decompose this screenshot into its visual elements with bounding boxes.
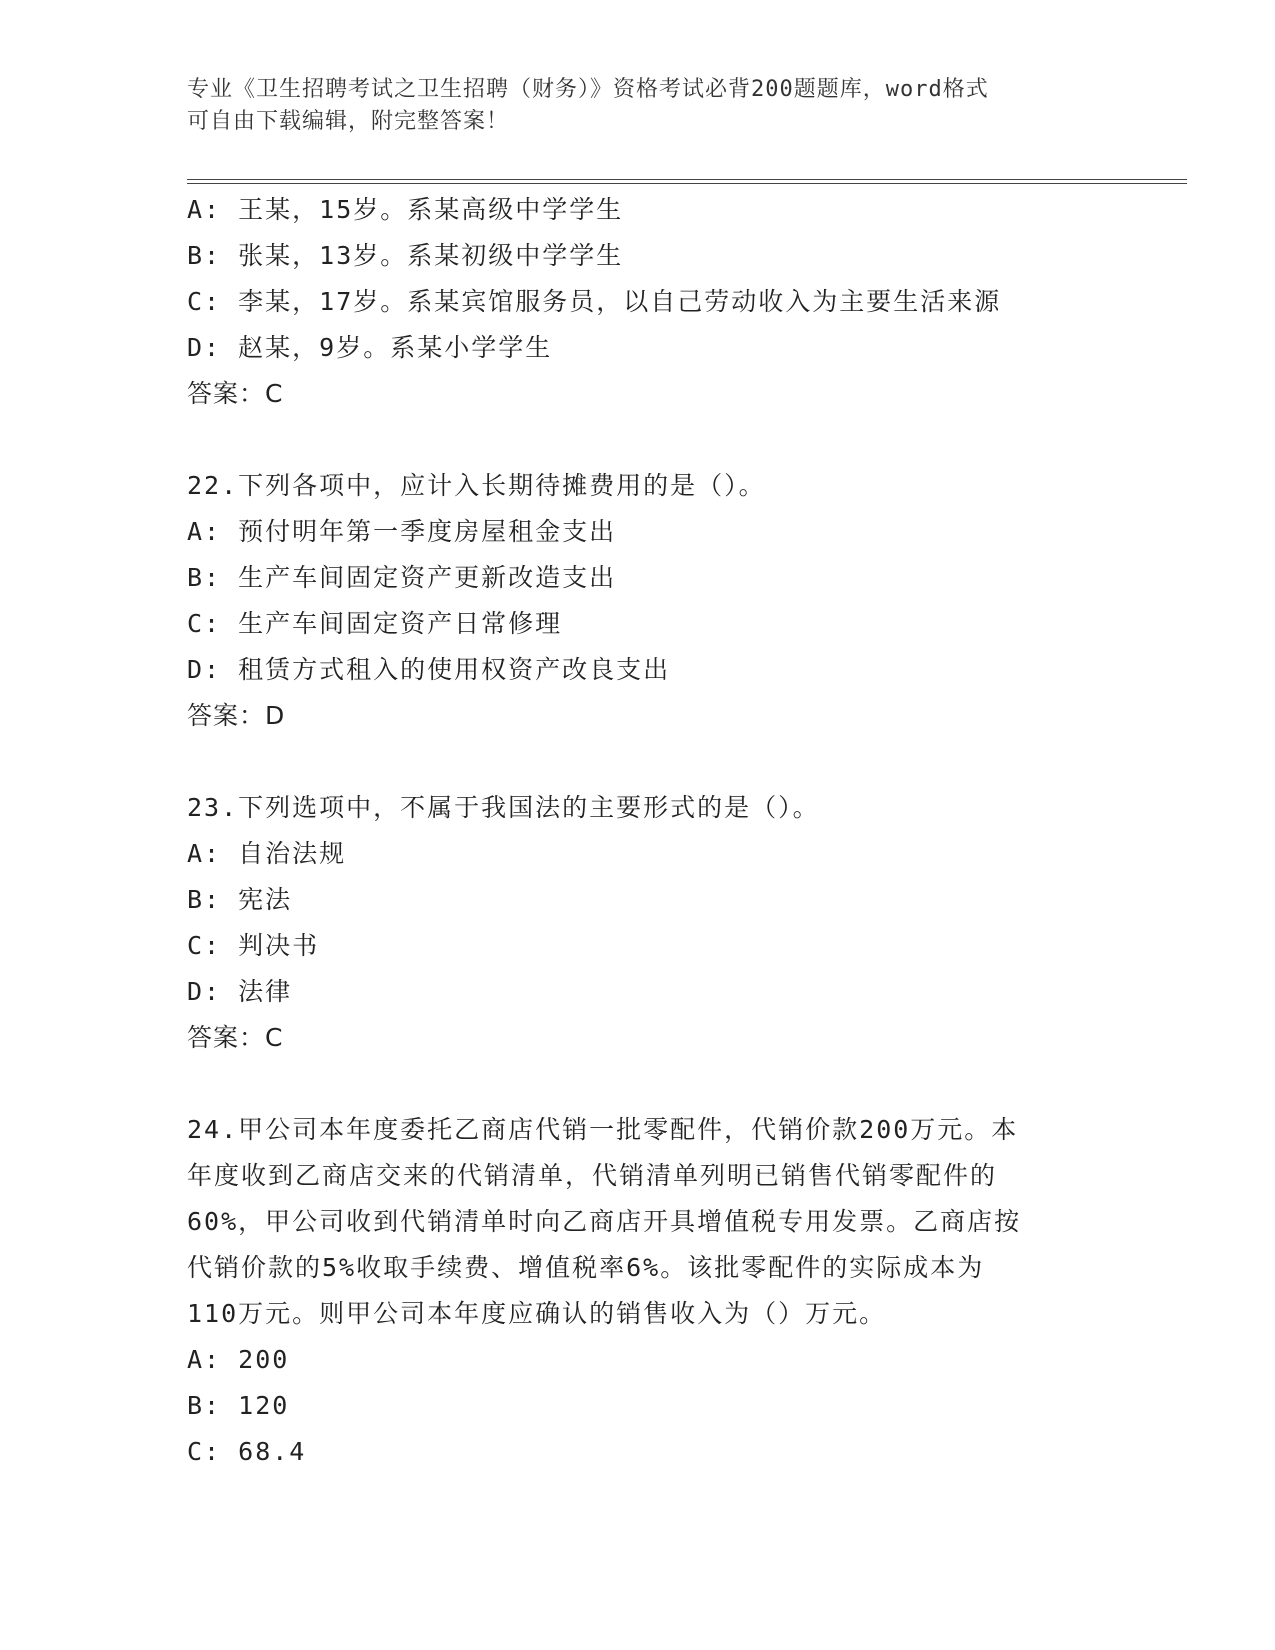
header-divider-top bbox=[187, 179, 1187, 180]
question-23 bbox=[187, 785, 1087, 1061]
q22-option-c: C: 生产车间固定资产日常修理 bbox=[187, 609, 563, 638]
header-title-line-2: 可自由下载编辑，附完整答案！ bbox=[187, 109, 510, 134]
q22-option-d: D: 租赁方式租入的使用权资产改良支出 bbox=[187, 655, 671, 684]
q22-option-a: A: 预付明年第一季度房屋租金支出 bbox=[187, 517, 617, 546]
q24-option-a: A: 200 bbox=[187, 1345, 290, 1374]
q23-question-text: 23.下列选项中，不属于我国法的主要形式的是（）。 bbox=[187, 793, 820, 822]
question-24 bbox=[187, 1107, 1087, 1475]
q24-question-line-2: 年度收到乙商店交来的代销清单，代销清单列明已销售代销零配件的 bbox=[187, 1161, 998, 1190]
q23-option-d: D: 法律 bbox=[187, 977, 293, 1006]
q22-answer: 答案：D bbox=[187, 701, 286, 730]
question-21 bbox=[187, 187, 1087, 417]
q21-answer: 答案：C bbox=[187, 379, 284, 408]
q23-option-c: C: 判决书 bbox=[187, 931, 320, 960]
q24-question-line-5: 110万元。则甲公司本年度应确认的销售收入为（）万元。 bbox=[187, 1299, 887, 1328]
question-22 bbox=[187, 463, 1087, 739]
q21-option-c: C: 李某，17岁。系某宾馆服务员，以自己劳动收入为主要生活来源 bbox=[187, 287, 1002, 316]
q22-question-text: 22.下列各项中，应计入长期待摊费用的是（）。 bbox=[187, 471, 766, 500]
question-content bbox=[187, 187, 1087, 1475]
q23-option-b: B: 宪法 bbox=[187, 885, 293, 914]
q22-option-b: B: 生产车间固定资产更新改造支出 bbox=[187, 563, 617, 592]
q24-question-line-3: 60%，甲公司收到代销清单时向乙商店开具增值税专用发票。乙商店按 bbox=[187, 1207, 1022, 1236]
q24-question-line-4: 代销价款的5%收取手续费、增值税率6%。该批零配件的实际成本为 bbox=[187, 1253, 985, 1282]
q21-option-d: D: 赵某，9岁。系某小学学生 bbox=[187, 333, 553, 362]
q24-option-b: B: 120 bbox=[187, 1391, 290, 1420]
document-header bbox=[187, 74, 1087, 138]
q24-option-c: C: 68.4 bbox=[187, 1437, 307, 1466]
header-divider-bottom bbox=[187, 183, 1187, 184]
q23-answer: 答案：C bbox=[187, 1023, 284, 1052]
q21-option-b: B: 张某，13岁。系某初级中学学生 bbox=[187, 241, 624, 270]
q23-option-a: A: 自治法规 bbox=[187, 839, 347, 868]
q21-option-a: A: 王某，15岁。系某高级中学学生 bbox=[187, 195, 624, 224]
q24-question-line-1: 24.甲公司本年度委托乙商店代销一批零配件，代销价款200万元。本 bbox=[187, 1115, 1019, 1144]
header-title-line-1: 专业《卫生招聘考试之卫生招聘（财务）》资格考试必背200题题库，word格式 bbox=[187, 77, 989, 102]
